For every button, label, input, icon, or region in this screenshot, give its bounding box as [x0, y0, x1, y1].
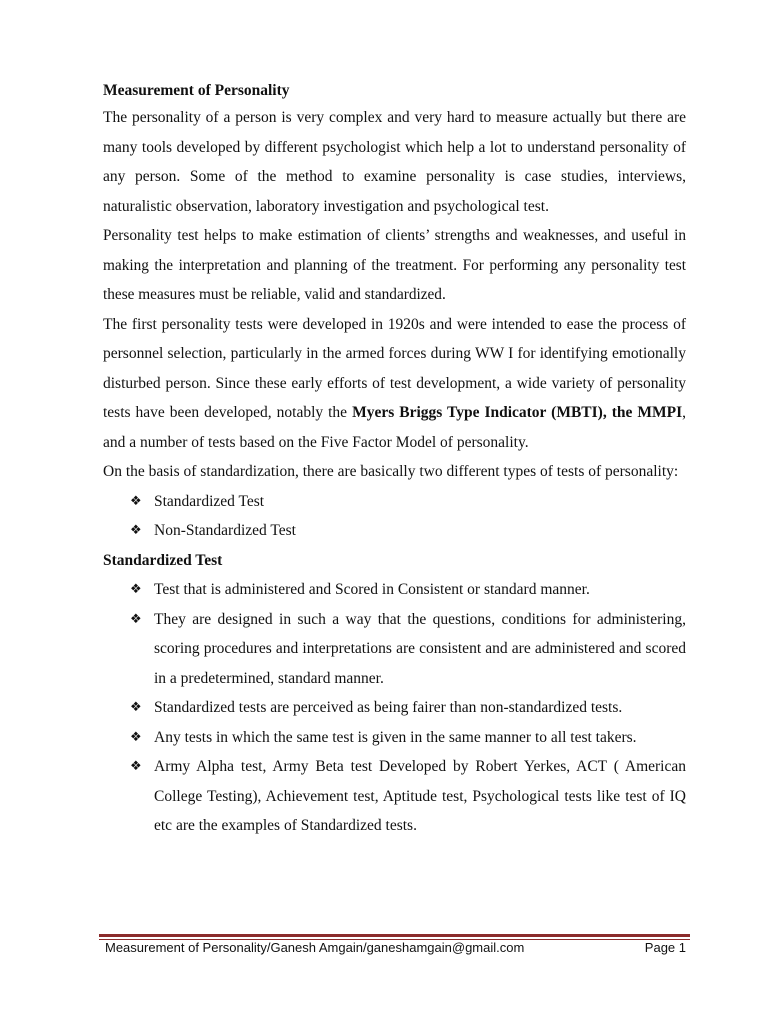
list-item-text: Standardized Test — [154, 492, 265, 510]
section-heading: Standardized Test — [103, 551, 223, 569]
paragraph-personality-test: Personality test helps to make estimation of clients’ strengths and weaknesses, and useful in making the interpretation and planning of the treatment. For performing any personality test these measures must be reliable, valid and standardized. — [103, 227, 686, 303]
list-item-text: Non-Standardized Test — [154, 522, 296, 539]
diamond-bullet-icon: ❖ — [130, 523, 142, 538]
list-item — [103, 575, 686, 605]
list-item — [103, 605, 686, 694]
diamond-bullet-icon: ❖ — [130, 582, 142, 597]
diamond-bullet-icon: ❖ — [130, 700, 142, 715]
page-title: Measurement of Personality — [103, 82, 290, 99]
paragraph-history-end: , and a number of tests based on the Five Factor Model of personality. — [103, 404, 686, 451]
list-item — [103, 752, 686, 841]
paragraph-intro: The personality of a person is very complex and very hard to measure actually but there are many tools developed by different psychologist which help a lot to understand personality of any person. Some of the method to examine personality is case studies, interviews, naturalistic observation, laboratory investigation and psychological test. — [103, 109, 686, 215]
list-item-text: Army Alpha test, Army Beta test Developed by Robert Yerkes, ACT ( American College Testing), Achievement test, Aptitude test, Psychological tests like test of IQ etc are the examples of Standardized tests. — [154, 758, 686, 834]
paragraph-history — [103, 310, 686, 458]
list-item — [103, 516, 686, 546]
footer-attribution: Measurement of Personality/Ganesh Amgain/ganeshamgain@gmail.com — [105, 940, 525, 955]
page-content — [103, 79, 686, 841]
page-number: Page 1 — [644, 940, 686, 955]
paragraph-history-bold: Myers Briggs Type Indicator (MBTI), the MMPI — [352, 404, 683, 421]
footer-divider — [99, 934, 690, 937]
list-item — [103, 487, 686, 517]
standardized-points-list — [103, 575, 686, 841]
diamond-bullet-icon: ❖ — [130, 729, 142, 745]
diamond-bullet-icon: ❖ — [130, 611, 142, 627]
diamond-bullet-icon: ❖ — [130, 759, 142, 774]
diamond-bullet-icon: ❖ — [130, 493, 142, 509]
list-item-text: Any tests in which the same test is given in the same manner to all test takers. — [154, 728, 637, 746]
list-item — [103, 693, 686, 723]
list-item — [103, 723, 686, 753]
paragraph-history-start: The first personality tests were developed in 1920s and were intended to ease the process of personnel selection, particularly in the armed forces during WW I for identifying emotionally disturbed person. Since these early efforts of test development, a wide variety of personality tests have been developed, notably the — [103, 315, 686, 421]
list-item-text: They are designed in such a way that the questions, conditions for administering, scoring procedures and interpretations are consistent and are administered and scored in a predetermined, standard manner. — [154, 610, 686, 687]
list-item-text: Test that is administered and Scored in Consistent or standard manner. — [154, 581, 590, 598]
test-types-list — [103, 487, 686, 546]
list-item-text: Standardized tests are perceived as being fairer than non-standardized tests. — [154, 699, 623, 716]
paragraph-types-intro: On the basis of standardization, there are basically two different types of tests of personality: — [103, 463, 679, 480]
